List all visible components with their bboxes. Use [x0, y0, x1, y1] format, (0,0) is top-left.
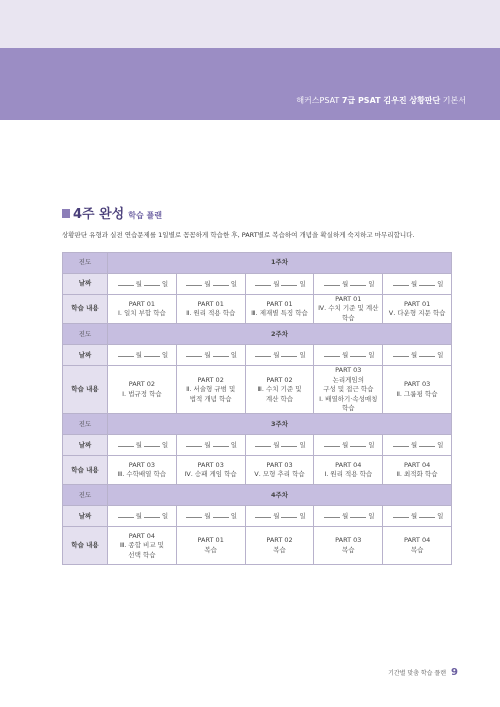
month-blank	[255, 350, 271, 357]
day-blank	[213, 279, 229, 286]
month-blank	[118, 279, 134, 286]
month-unit: 월	[342, 441, 349, 450]
study-line: Ⅲ. 수학배열 학습	[117, 470, 167, 479]
month-unit: 월	[342, 512, 349, 521]
date-cell	[245, 506, 314, 527]
day-unit: 일	[299, 279, 306, 288]
day-blank	[350, 350, 366, 357]
study-line: Ⅱ. 최적화 학습	[396, 470, 438, 479]
month-unit: 월	[204, 279, 211, 288]
study-line: PART 03	[335, 536, 362, 545]
study-label: 학습 내용	[63, 527, 108, 565]
day-blank	[350, 279, 366, 286]
day-unit: 일	[230, 441, 237, 450]
study-line: PART 02	[197, 375, 224, 384]
day-blank	[419, 440, 435, 447]
study-line: 계산 학습	[265, 394, 294, 403]
study-cell	[383, 527, 452, 565]
study-line: 복습	[204, 545, 217, 554]
study-cell	[245, 527, 314, 565]
study-cell	[176, 366, 245, 414]
date-label: 날짜	[63, 345, 108, 366]
study-cell	[245, 366, 314, 414]
day-blank	[419, 279, 435, 286]
section-title	[62, 203, 162, 222]
date-cell	[176, 345, 245, 366]
date-cell	[245, 345, 314, 366]
study-cell	[314, 456, 383, 485]
study-line: PART 03	[266, 460, 293, 469]
date-cell	[245, 435, 314, 456]
month-unit: 월	[204, 441, 211, 450]
day-blank	[281, 440, 297, 447]
study-line: PART 01	[335, 295, 362, 303]
date-cell	[383, 274, 452, 295]
study-line: 구성 및 접근 학습	[323, 385, 374, 394]
month-unit: 월	[410, 351, 418, 360]
study-line: 복습	[342, 545, 355, 554]
month-unit: 월	[410, 512, 418, 521]
month-blank	[255, 511, 271, 518]
day-unit: 일	[230, 279, 237, 288]
study-line: 복습	[273, 545, 286, 554]
study-line: Ⅴ. 모형 추리 학습	[254, 470, 305, 479]
date-cell	[108, 506, 177, 527]
month-blank	[255, 440, 271, 447]
study-row	[63, 456, 452, 485]
page-number: 9	[451, 667, 458, 678]
study-line: PART 04	[403, 460, 431, 469]
date-cell	[314, 274, 383, 295]
study-line: Ⅱ. 서술형 규범 및	[186, 385, 236, 394]
date-cell	[108, 345, 177, 366]
month-blank	[393, 511, 409, 518]
day-unit: 일	[368, 512, 375, 521]
study-row	[63, 527, 452, 565]
day-blank	[350, 440, 366, 447]
study-line: Ⅳ. 승패 게임 학습	[184, 470, 237, 479]
month-unit: 월	[342, 351, 349, 360]
date-cell	[383, 345, 452, 366]
footer-text: 기간별 맞춤 학습 플랜	[388, 670, 447, 677]
study-line: Ⅴ. 다운형 지문 학습	[388, 309, 446, 318]
month-unit: 월	[135, 279, 142, 288]
study-line: Ⅰ. 원리 적용 학습	[324, 470, 373, 479]
week-row	[63, 485, 452, 506]
study-label: 학습 내용	[63, 366, 108, 414]
study-line: PART 01	[197, 299, 224, 308]
month-blank	[393, 440, 409, 447]
day-unit: 일	[161, 351, 169, 360]
study-line: PART 03	[197, 460, 224, 469]
date-label: 날짜	[63, 435, 108, 456]
day-unit: 일	[230, 351, 237, 360]
month-unit: 월	[204, 512, 211, 521]
study-line: Ⅲ. 제재별 특징 학습	[251, 309, 308, 318]
month-blank	[324, 440, 340, 447]
day-unit: 일	[299, 441, 306, 450]
date-cell	[176, 435, 245, 456]
month-unit: 월	[273, 279, 280, 288]
study-line: 논리게임의	[332, 375, 364, 384]
study-line: PART 03	[128, 460, 156, 469]
day-blank	[144, 511, 160, 518]
day-blank	[213, 440, 229, 447]
study-label: 학습 내용	[63, 456, 108, 485]
date-label: 날짜	[63, 506, 108, 527]
month-blank	[186, 440, 202, 447]
study-line: PART 04	[128, 531, 156, 540]
week-row	[63, 253, 452, 274]
study-line: 선택 학습	[128, 550, 156, 559]
square-bullet-icon	[62, 209, 70, 218]
month-unit: 월	[410, 279, 418, 288]
day-blank	[419, 350, 435, 357]
study-line: PART 01	[403, 299, 431, 308]
day-unit: 일	[161, 279, 169, 288]
study-cell	[383, 366, 452, 414]
study-cell	[314, 527, 383, 565]
day-blank	[281, 511, 297, 518]
date-row	[63, 345, 452, 366]
day-unit: 일	[299, 351, 306, 360]
day-unit: 일	[437, 512, 444, 521]
day-unit: 일	[161, 512, 169, 521]
study-line: 학습	[342, 313, 355, 322]
study-line: PART 02	[266, 536, 293, 545]
date-cell	[314, 435, 383, 456]
study-cell	[108, 295, 177, 324]
date-row	[63, 506, 452, 527]
study-line: PART 01	[197, 536, 224, 545]
month-blank	[255, 279, 271, 286]
month-unit: 월	[273, 441, 280, 450]
study-cell	[108, 366, 177, 414]
study-line: Ⅲ. 종합 비교 및	[119, 541, 164, 550]
header-band	[0, 48, 500, 120]
page-footer	[388, 667, 458, 678]
day-blank	[419, 511, 435, 518]
header-band-light	[0, 0, 500, 48]
day-unit: 일	[230, 512, 237, 521]
progress-label: 진도	[63, 485, 108, 506]
progress-label: 진도	[63, 324, 108, 345]
study-line: Ⅰ. 일치 부합 학습	[117, 309, 166, 318]
date-cell	[176, 506, 245, 527]
study-label: 학습 내용	[63, 295, 108, 324]
study-cell	[245, 295, 314, 324]
date-cell	[245, 274, 314, 295]
day-unit: 일	[368, 441, 375, 450]
study-line: Ⅰ. 배열하기·속성매칭	[319, 394, 378, 403]
day-blank	[281, 279, 297, 286]
study-cell	[383, 295, 452, 324]
study-row	[63, 366, 452, 414]
month-blank	[186, 511, 202, 518]
book-title: 해커스PSAT 7급 PSAT 김우진 상황판단 기본서	[296, 96, 466, 105]
study-line: PART 02	[266, 375, 293, 384]
study-cell	[314, 295, 383, 324]
day-unit: 일	[299, 512, 306, 521]
week-title: 1주차	[108, 253, 452, 274]
date-cell	[108, 435, 177, 456]
day-unit: 일	[437, 441, 444, 450]
month-blank	[324, 350, 340, 357]
day-unit: 일	[368, 279, 375, 288]
study-line: 학습	[342, 403, 355, 412]
progress-label: 진도	[63, 253, 108, 274]
study-line: Ⅳ. 수치 기준 및 계산	[318, 304, 379, 313]
study-line: Ⅰ. 법규정 학습	[122, 389, 162, 398]
month-blank	[393, 279, 409, 286]
week-row	[63, 414, 452, 435]
month-blank	[186, 350, 202, 357]
date-cell	[108, 274, 177, 295]
progress-label: 진도	[63, 414, 108, 435]
study-row	[63, 295, 452, 324]
date-row	[63, 435, 452, 456]
study-cell	[245, 456, 314, 485]
day-unit: 일	[368, 351, 375, 360]
day-unit: 일	[437, 351, 444, 360]
week-title: 3주차	[108, 414, 452, 435]
day-blank	[144, 279, 160, 286]
month-unit: 월	[135, 441, 142, 450]
date-cell	[383, 506, 452, 527]
study-line: Ⅱ. 그룹핑 학습	[396, 389, 438, 398]
month-blank	[324, 511, 340, 518]
month-blank	[393, 350, 409, 357]
study-cell	[314, 366, 383, 414]
study-cell	[176, 456, 245, 485]
month-blank	[118, 511, 134, 518]
date-cell	[383, 435, 452, 456]
study-line: PART 03	[403, 380, 431, 389]
month-unit: 월	[410, 441, 418, 450]
study-cell	[176, 295, 245, 324]
study-line: 법적 개념 학습	[189, 394, 232, 403]
day-unit: 일	[161, 441, 169, 450]
study-cell	[108, 456, 177, 485]
week-title: 2주차	[108, 324, 452, 345]
month-unit: 월	[135, 351, 142, 360]
day-blank	[144, 350, 160, 357]
study-cell	[108, 527, 177, 565]
study-line: PART 02	[128, 380, 156, 389]
date-cell	[176, 274, 245, 295]
month-unit: 월	[204, 351, 211, 360]
day-blank	[281, 350, 297, 357]
study-line: PART 04	[335, 460, 362, 469]
day-unit: 일	[437, 279, 444, 288]
study-line: Ⅱ. 원리 적용 학습	[186, 309, 236, 318]
study-line: PART 01	[266, 299, 293, 308]
day-blank	[144, 440, 160, 447]
study-line: 복습	[410, 545, 424, 554]
month-unit: 월	[273, 512, 280, 521]
month-blank	[324, 279, 340, 286]
date-cell	[314, 345, 383, 366]
month-unit: 월	[135, 512, 142, 521]
section-title-main: 4주 완성	[73, 207, 125, 222]
week-row	[63, 324, 452, 345]
month-blank	[118, 350, 134, 357]
day-blank	[213, 511, 229, 518]
date-cell	[314, 506, 383, 527]
week-title: 4주차	[108, 485, 452, 506]
study-line: PART 03	[335, 366, 362, 375]
month-blank	[186, 279, 202, 286]
month-unit: 월	[342, 279, 349, 288]
day-blank	[350, 511, 366, 518]
study-cell	[176, 527, 245, 565]
study-line: PART 04	[403, 536, 431, 545]
month-blank	[118, 440, 134, 447]
date-row	[63, 274, 452, 295]
study-line: PART 01	[128, 299, 156, 308]
date-label: 날짜	[63, 274, 108, 295]
section-title-sub: 학습 플랜	[128, 211, 162, 220]
study-line: Ⅲ. 수치 기준 및	[257, 385, 302, 394]
study-plan-table	[62, 252, 452, 565]
month-unit: 월	[273, 351, 280, 360]
study-cell	[383, 456, 452, 485]
intro-text: 상황판단 유형과 실전 연습문제를 1일별로 꼼꼼하게 학습한 후, PART별로 복습하여 개념을 확실하게 숙지하고 마무리합니다.	[62, 231, 415, 239]
day-blank	[213, 350, 229, 357]
